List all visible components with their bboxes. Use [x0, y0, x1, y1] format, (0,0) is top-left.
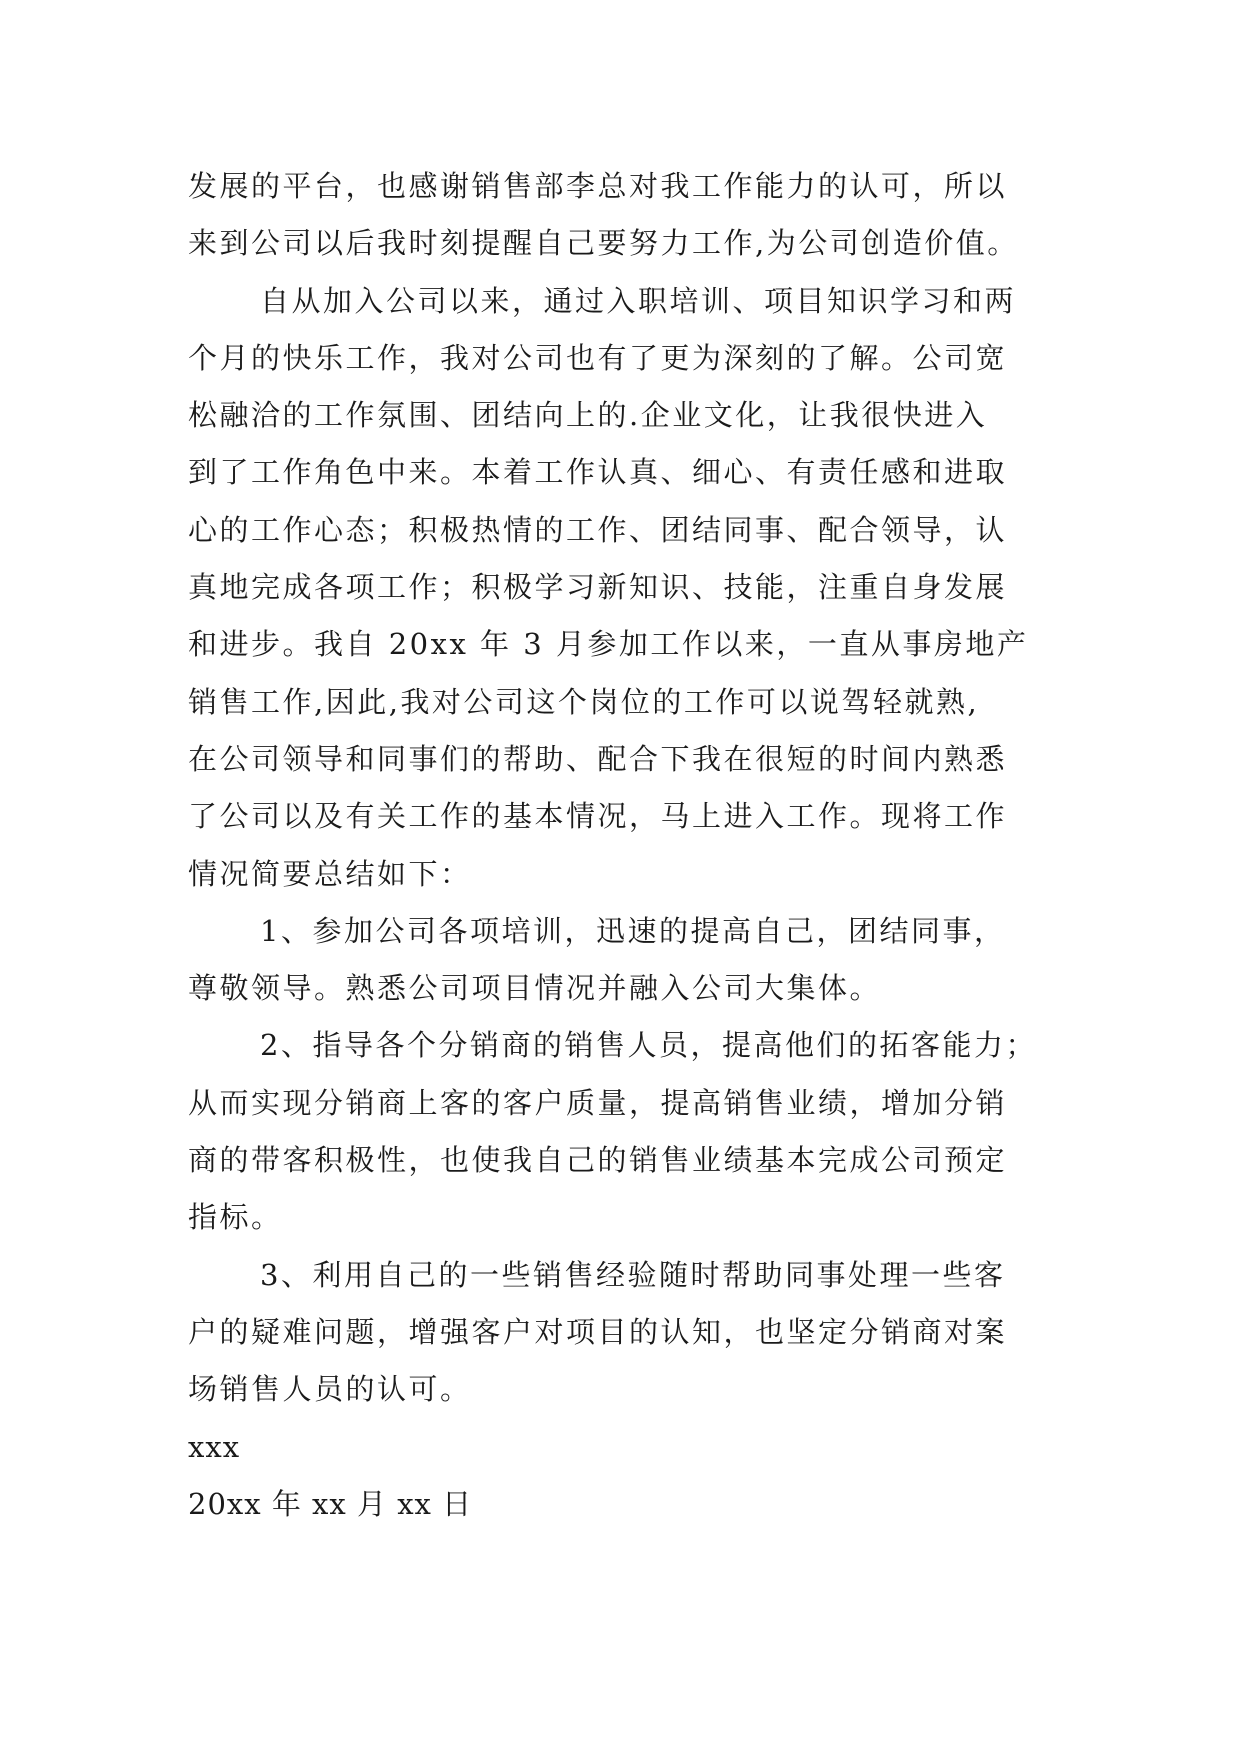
list-item-1: 1、参加公司各项培训，迅速的提高自己，团结同事，	[260, 913, 1006, 948]
text-line: 从而实现分销商上客的客户质量，提高销售业绩，增加分销	[188, 1085, 1008, 1120]
signature-date: 20xx 年 xx 月 xx 日	[188, 1486, 473, 1521]
text-line: 户的疑难问题，增强客户对项目的认知，也坚定分销商对案	[188, 1314, 1008, 1349]
list-item-2: 2、指导各个分销商的销售人员，提高他们的拓客能力；	[260, 1028, 1037, 1063]
text-line: 个月的快乐工作，我对公司也有了更为深刻的了解。公司宽	[188, 340, 1008, 375]
paragraph-start: 自从加入公司以来，通过入职培训、项目知识学习和两	[260, 283, 1017, 318]
text-line: 尊敬领导。熟悉公司项目情况并融入公司大集体。	[188, 971, 882, 1006]
signature-name: xxx	[188, 1429, 241, 1464]
text-line: 指标。	[188, 1200, 283, 1235]
document-body	[188, 158, 1068, 1533]
text-line: 场销售人员的认可。	[188, 1372, 472, 1407]
text-line: 真地完成各项工作；积极学习新知识、技能，注重自身发展	[188, 570, 1008, 605]
text-line: 销售工作,因此,我对公司这个岗位的工作可以说驾轻就熟,	[188, 684, 980, 719]
list-item-3: 3、利用自己的一些销售经验随时帮助同事处理一些客	[260, 1257, 1006, 1292]
text-line: 到了工作角色中来。本着工作认真、细心、有责任感和进取	[188, 455, 1008, 490]
text-line: 商的带客积极性，也使我自己的销售业绩基本完成公司预定	[188, 1143, 1008, 1178]
text-line: 情况简要总结如下：	[188, 856, 472, 891]
text-line: 发展的平台，也感谢销售部李总对我工作能力的认可，所以	[188, 169, 1008, 203]
text-line: 在公司领导和同事们的帮助、配合下我在很短的时间内熟悉	[188, 741, 1008, 776]
text-line: 来到公司以后我时刻提醒自己要努力工作,为公司创造价值。	[188, 226, 1019, 261]
text-line: 和进步。我自 20xx 年 3 月参加工作以来，一直从事房地产	[188, 627, 1029, 662]
text-line: 松融洽的工作氛围、团结向上的.企业文化，让我很快进入	[188, 398, 988, 433]
text-line: 了公司以及有关工作的基本情况，马上进入工作。现将工作	[188, 799, 1008, 834]
text-line: 心的工作心态；积极热情的工作、团结同事、配合领导，认	[188, 512, 1008, 547]
